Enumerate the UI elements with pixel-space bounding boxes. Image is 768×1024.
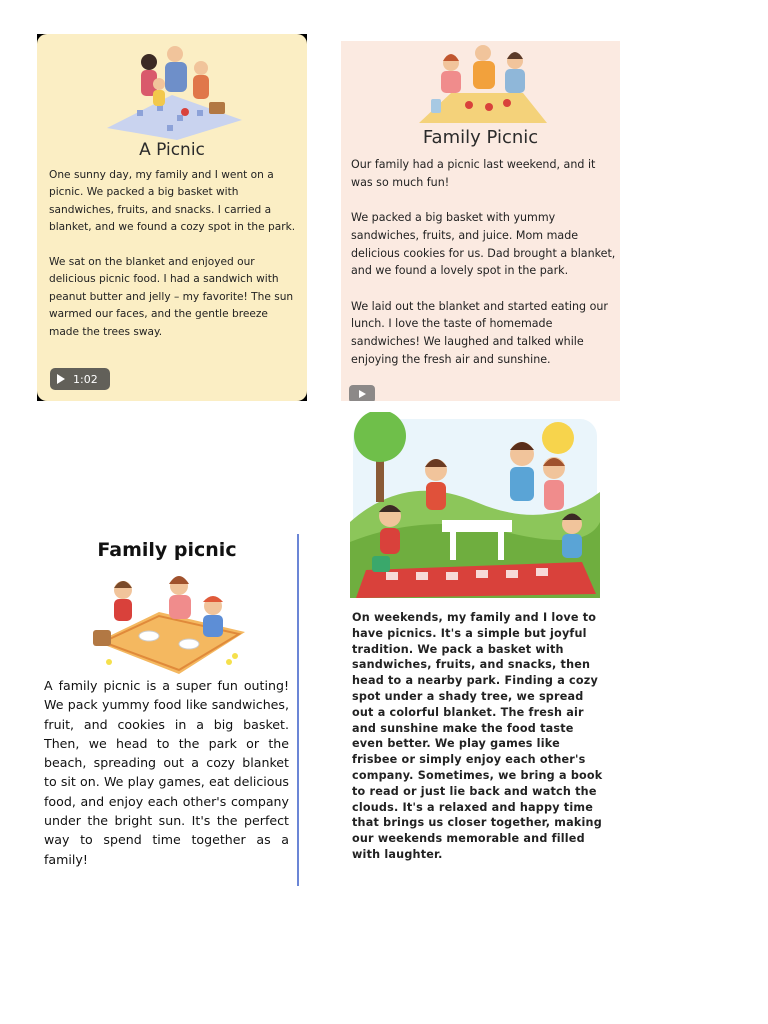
picnic-story-card-2[interactable] bbox=[341, 41, 620, 401]
card-1-paragraph: One sunny day, my family and I went on a picnic. We packed a big basket with sandwiches, fruits, and snacks. I carried a blanket, and we found a cozy spot in the park. bbox=[49, 169, 296, 234]
family-picnic-illustration bbox=[411, 41, 551, 127]
card-2-title: Family Picnic bbox=[422, 127, 539, 148]
card-1-paragraph: We sat on the blanket and enjoyed our delicious picnic food. I had a sandwich with peanut butter and jelly – my favorite! The sun warmed our faces, and the gentle breeze made the trees sway. bbox=[49, 256, 294, 338]
card-1-background bbox=[37, 34, 307, 401]
card-2-text bbox=[351, 156, 617, 386]
card-3-text: A family picnic is a super fun outing! We pack yummy food like sandwiches, fruit, and cookies in a big basket. Then, we head to the park or the beach, spreading out a cozy blanket to sit on. We play games, eat delicious food, and enjoy each other's company under the bright sun. It's the perfect way to spend time together as a family! bbox=[44, 678, 289, 867]
card-2-paragraph: We laid out the blanket and started eating our lunch. I love the taste of homemade sandwiches! We laughed and talked while enjoying the fresh air and sunshine. bbox=[351, 299, 608, 366]
card-2-paragraph: We packed a big basket with yummy sandwiches, fruits, and juice. Mom made delicious cookies for us. Dad brought a blanket, and we found a lovely spot in the park. bbox=[351, 211, 616, 278]
family-picnic-illustration bbox=[89, 570, 249, 678]
family-picnic-illustration bbox=[97, 40, 247, 140]
play-icon bbox=[57, 374, 65, 384]
card-4-text: On weekends, my family and I love to have picnics. It's a simple but joyful tradition. We pack a basket with sandwiches, fruits, and snacks, then head to a nearby park. Finding a cozy spot under a shady tree, we spread out a colorful blanket. The fresh air and sunshine make the food taste even better. We play games like frisbee or simply enjoy each other's company. Sometimes, we bring a book to read or just lie back and watch the clouds. It's a relaxed and happy time that brings us closer together, making our weekends memorable and filled with laughter. bbox=[352, 611, 603, 861]
picnic-story-card-1[interactable] bbox=[37, 34, 307, 401]
picnic-story-card-4[interactable] bbox=[322, 412, 616, 886]
family-picnic-illustration bbox=[346, 412, 604, 602]
card-1-title: A Picnic bbox=[139, 140, 205, 160]
video-duration: 1:02 bbox=[73, 372, 98, 386]
card-1-text bbox=[49, 167, 301, 358]
picnic-story-card-3[interactable] bbox=[37, 534, 299, 886]
card-3-title: Family picnic bbox=[97, 539, 237, 561]
card-2-paragraph: Our family had a picnic last weekend, and it was so much fun! bbox=[351, 158, 596, 189]
video-duration-badge[interactable] bbox=[50, 368, 110, 390]
play-icon[interactable] bbox=[349, 385, 375, 401]
